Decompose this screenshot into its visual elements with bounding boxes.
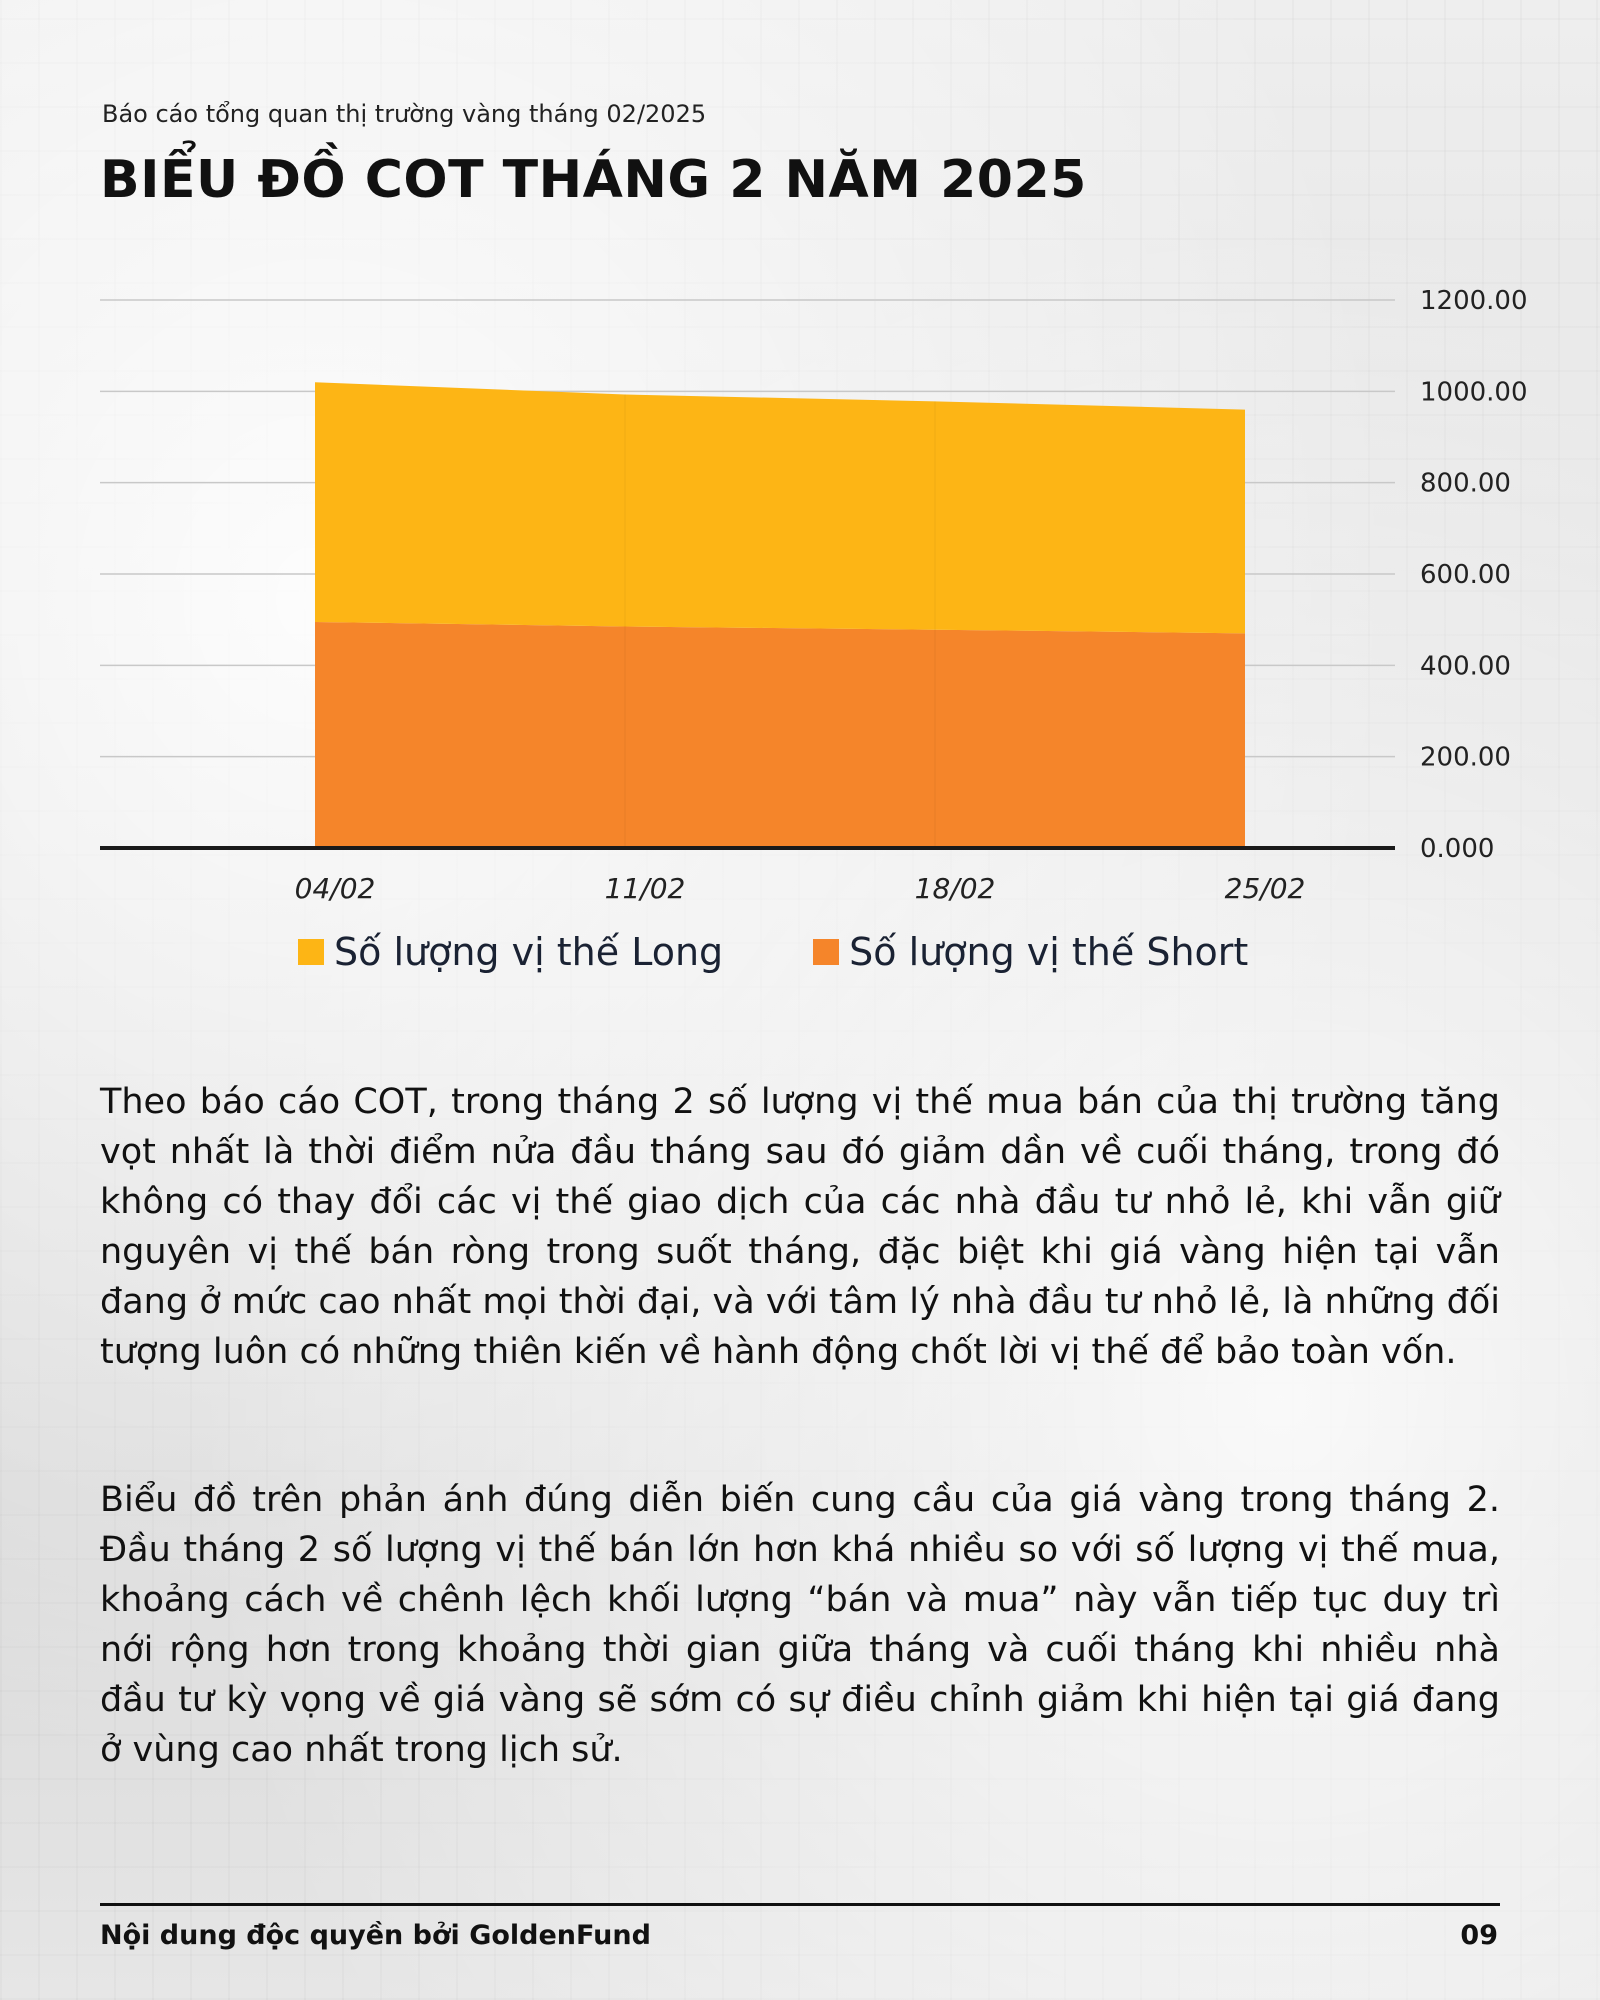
legend-swatch-long — [298, 939, 324, 965]
legend-item-short — [813, 930, 1248, 974]
legend-label-long: Số lượng vị thế Long — [334, 930, 724, 974]
chart-legend — [0, 930, 1600, 974]
report-subtitle: Báo cáo tổng quan thị trường vàng tháng 02/2025 — [102, 100, 707, 128]
x-tick-label: 25/02 — [1224, 872, 1306, 905]
y-tick-label: 1000.00 — [1420, 377, 1528, 408]
body-paragraph-2: Biểu đồ trên phản ánh đúng diễn biến cung cầu của giá vàng trong tháng 2. Đầu tháng 2 số lượng vị thế bán lớn hơn khá nhiều so với số lượng vị thế mua, khoảng cách về chênh lệch khối lượng “bán và mua” này vẫn tiếp tục duy trì nới rộng hơn trong khoảng thời gian giữa tháng và cuối tháng khi nhiều nhà đầu tư kỳ vọng về giá vàng sẽ sớm có sự điều chỉnh giảm khi hiện tại giá đang ở vùng cao nhất trong lịch sử. — [100, 1480, 1500, 1770]
page-title: BIỂU ĐỒ COT THÁNG 2 NĂM 2025 — [100, 150, 1087, 210]
footer-divider — [100, 1903, 1500, 1906]
y-tick-label: 0.000 — [1420, 834, 1495, 864]
body-paragraph-1: Theo báo cáo COT, trong tháng 2 số lượng vị thế mua bán của thị trường tăng vọt nhất là thời điểm nửa đầu tháng sau đó giảm dần về cuối tháng, trong đó không có thay đổi các vị thế giao dịch của các nhà đầu tư nhỏ lẻ, khi vẫn giữ nguyên vị thế bán ròng trong suốt tháng, đặc biệt khi giá vàng hiện tại vẫn đang ở mức cao nhất mọi thời đại, và với tâm lý nhà đầu tư nhỏ lẻ, là những đối tượng luôn có những thiên kiến về hành động chốt lời vị thế để bảo toàn vốn. — [100, 1082, 1500, 1372]
area-series-0 — [315, 622, 1245, 848]
legend-label-short: Số lượng vị thế Short — [849, 930, 1249, 974]
area-series-1 — [315, 382, 1245, 633]
footer-credit: Nội dung độc quyền bởi GoldenFund — [100, 1920, 651, 1951]
x-tick-label: 18/02 — [914, 872, 996, 905]
legend-swatch-short — [813, 939, 839, 965]
y-tick-label: 600.00 — [1420, 560, 1511, 590]
legend-item-long — [298, 930, 723, 974]
y-tick-label: 800.00 — [1420, 468, 1511, 499]
cot-area-chart — [0, 270, 1600, 910]
y-tick-label: 1200.00 — [1420, 286, 1528, 316]
x-tick-label: 11/02 — [604, 872, 686, 905]
page-number: 09 — [1460, 1920, 1498, 1951]
y-tick-label: 400.00 — [1420, 651, 1511, 682]
y-tick-label: 200.00 — [1420, 742, 1511, 773]
x-tick-label: 04/02 — [294, 872, 376, 905]
